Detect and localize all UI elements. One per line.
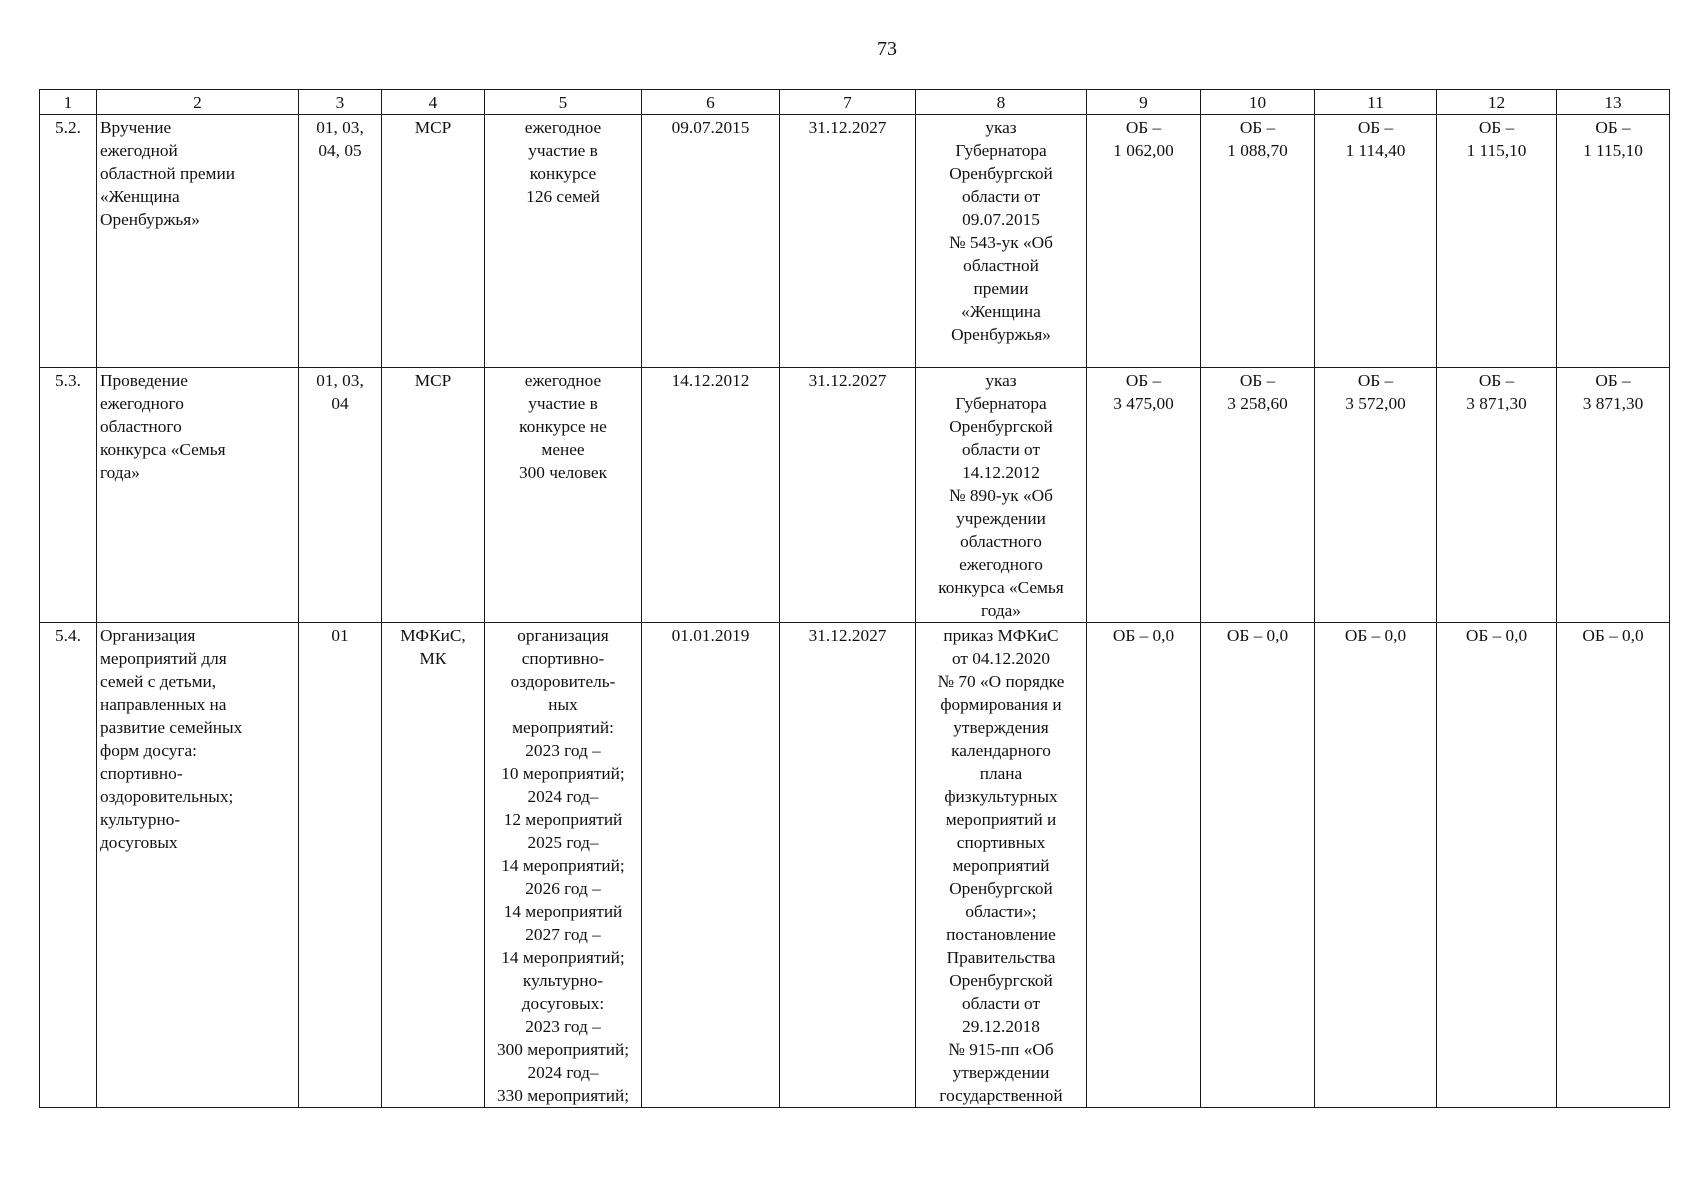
legal-basis-line: № 70 «О порядке — [937, 672, 1065, 691]
task-codes-line: 04 — [331, 394, 349, 413]
executor — [382, 115, 485, 368]
event-name-line: оздоровительных; — [100, 787, 234, 806]
event-name-line: культурно- — [100, 810, 181, 829]
funding-line: 3 871,30 — [1582, 394, 1644, 413]
legal-basis-line: № 890-ук «Об — [949, 486, 1053, 505]
legal-basis-line: 14.12.2012 — [962, 463, 1040, 482]
funding-line: ОБ – — [1595, 371, 1631, 390]
event-name-line: Оренбуржья» — [100, 210, 200, 229]
executor — [382, 623, 485, 1108]
legal-basis-line: ежегодного — [959, 555, 1043, 574]
header-cell: 12 — [1437, 90, 1557, 115]
funding-2026 — [1437, 115, 1557, 368]
funding-line: ОБ – — [1125, 371, 1162, 390]
funding-2023 — [1087, 368, 1201, 623]
event-name-line: мероприятий для — [100, 649, 227, 668]
header-cell: 4 — [382, 90, 485, 115]
legal-basis-line: Оренбургской — [949, 164, 1053, 183]
item-number: 5.2. — [40, 115, 97, 368]
funding-line: 3 871,30 — [1466, 394, 1527, 413]
funding-2026 — [1437, 368, 1557, 623]
indicator-line: 2026 год – — [525, 879, 601, 898]
indicator-line: 300 мероприятий; — [496, 1040, 630, 1059]
indicator-line: 2024 год– — [527, 787, 599, 806]
funding-2027 — [1557, 623, 1670, 1108]
header-cell: 10 — [1201, 90, 1315, 115]
legal-basis-line: № 543-ук «Об — [949, 233, 1053, 252]
event-name — [97, 368, 299, 623]
indicator-line: 300 человек — [519, 463, 607, 482]
legal-basis-line: года» — [981, 601, 1021, 620]
header-cell: 1 — [40, 90, 97, 115]
legal-basis-line: спортивных — [956, 833, 1046, 852]
indicator-line: 126 семей — [526, 187, 600, 206]
funding-2027 — [1557, 115, 1670, 368]
event-name — [97, 623, 299, 1108]
legal-basis-line: Оренбуржья» — [951, 325, 1051, 344]
funding-line: ОБ – — [1357, 118, 1394, 137]
end-date: 31.12.2027 — [780, 368, 916, 623]
executor — [382, 368, 485, 623]
funding-line: ОБ – — [1478, 371, 1515, 390]
task-codes-line: 04, 05 — [318, 141, 362, 160]
legal-basis-line: физкультурных — [944, 787, 1058, 806]
funding-line: 1 114,40 — [1345, 141, 1406, 160]
item-number: 5.4. — [40, 623, 97, 1108]
funding-2025 — [1315, 115, 1437, 368]
event-name — [97, 115, 299, 368]
indicator-line: менее — [541, 440, 585, 459]
funding-line: ОБ – 0,0 — [1344, 626, 1407, 645]
legal-basis-line: Оренбургской — [949, 879, 1053, 898]
header-cell: 9 — [1087, 90, 1201, 115]
funding-line: 1 062,00 — [1113, 141, 1174, 160]
start-date: 14.12.2012 — [642, 368, 780, 623]
funding-line: 3 475,00 — [1113, 394, 1174, 413]
indicator-line: 10 мероприятий; — [501, 764, 625, 783]
indicator-line: мероприятий: — [512, 718, 614, 737]
event-name-line: областного — [100, 417, 182, 436]
indicator — [485, 623, 642, 1108]
funding-2023 — [1087, 623, 1201, 1108]
header-cell: 6 — [642, 90, 780, 115]
indicator-line: конкурсе — [529, 164, 597, 183]
task-codes — [299, 115, 382, 368]
task-codes — [299, 368, 382, 623]
event-name-line: «Женщина — [100, 187, 180, 206]
indicator-line: 14 мероприятий; — [501, 856, 625, 875]
task-codes-line: 01, 03, — [316, 118, 364, 137]
funding-line: ОБ – — [1478, 118, 1515, 137]
indicator-line: 2027 год – — [525, 925, 601, 944]
funding-line: ОБ – 0,0 — [1226, 626, 1289, 645]
executor-line: МСР — [414, 118, 452, 137]
legal-basis-line: от 04.12.2020 — [951, 649, 1051, 668]
legal-basis-line: учреждении — [956, 509, 1046, 528]
legal-basis-line: областного — [960, 532, 1042, 551]
legal-basis-line: Губернатора — [955, 394, 1047, 413]
executor-line: МК — [419, 649, 447, 668]
legal-basis-line: премии — [973, 279, 1029, 298]
funding-2025 — [1315, 623, 1437, 1108]
indicator-line: организация — [517, 626, 609, 645]
program-table — [39, 89, 1670, 1108]
funding-2024 — [1201, 368, 1315, 623]
funding-line: 1 088,70 — [1227, 141, 1288, 160]
legal-basis-line: 09.07.2015 — [962, 210, 1040, 229]
event-name-line: Проведение — [100, 371, 188, 390]
event-name-line: досуговых — [100, 833, 178, 852]
funding-line: ОБ – — [1595, 118, 1631, 137]
header-cell: 2 — [97, 90, 299, 115]
indicator-line: участие в — [528, 394, 598, 413]
end-date: 31.12.2027 — [780, 623, 916, 1108]
funding-2027 — [1557, 368, 1670, 623]
header-cell: 7 — [780, 90, 916, 115]
start-date: 01.01.2019 — [642, 623, 780, 1108]
legal-basis — [916, 368, 1087, 623]
start-date: 09.07.2015 — [642, 115, 780, 368]
funding-line: 1 115,10 — [1583, 141, 1643, 160]
legal-basis-line: области от — [961, 440, 1041, 459]
legal-basis — [916, 623, 1087, 1108]
funding-2024 — [1201, 623, 1315, 1108]
event-name-line: Вручение — [100, 118, 172, 137]
indicator-line: ежегодное — [524, 118, 602, 137]
end-date: 31.12.2027 — [780, 115, 916, 368]
page-number: 73 — [877, 38, 897, 60]
indicator-line: культурно- — [522, 971, 604, 990]
legal-basis-line: мероприятий и — [945, 810, 1057, 829]
indicator-line: 14 мероприятий; — [501, 948, 625, 967]
indicator-line: ежегодное — [524, 371, 602, 390]
event-name-line: направленных на — [100, 695, 227, 714]
legal-basis-line: Правительства — [946, 948, 1056, 967]
legal-basis-line: «Женщина — [961, 302, 1041, 321]
event-name-line: года» — [100, 463, 140, 482]
executor-line: МСР — [414, 371, 452, 390]
legal-basis-line: Оренбургской — [949, 971, 1053, 990]
indicator-line: 2023 год – — [525, 1017, 601, 1036]
header-cell: 5 — [485, 90, 642, 115]
table-row — [40, 368, 1670, 623]
event-name-line: конкурса «Семья — [100, 440, 226, 459]
legal-basis-line: государственной — [939, 1086, 1063, 1105]
indicator-line: 2023 год – — [525, 741, 601, 760]
legal-basis-line: областной — [963, 256, 1039, 275]
funding-2023 — [1087, 115, 1201, 368]
event-name-line: форм досуга: — [100, 741, 197, 760]
legal-basis-line: области от — [961, 187, 1041, 206]
legal-basis-line: 29.12.2018 — [962, 1017, 1040, 1036]
legal-basis-line: утверждения — [953, 718, 1049, 737]
legal-basis-line: мероприятий — [952, 856, 1050, 875]
indicator-line: оздоровитель- — [510, 672, 616, 691]
legal-basis-line: области»; — [965, 902, 1037, 921]
event-name-line: областной премии — [100, 164, 235, 183]
header-row — [40, 90, 1670, 115]
funding-line: ОБ – 0,0 — [1112, 626, 1175, 645]
funding-line: ОБ – — [1239, 371, 1276, 390]
legal-basis-line: утверждении — [952, 1063, 1050, 1082]
task-codes — [299, 623, 382, 1108]
indicator — [485, 115, 642, 368]
legal-basis-line: конкурса «Семья — [938, 578, 1064, 597]
funding-line: ОБ – 0,0 — [1465, 626, 1528, 645]
executor-line: МФКиС, — [400, 626, 466, 645]
funding-line: ОБ – 0,0 — [1582, 626, 1644, 645]
legal-basis-line: формирования и — [940, 695, 1062, 714]
event-name-line: Организация — [100, 626, 196, 645]
indicator-line: участие в — [528, 141, 598, 160]
item-number: 5.3. — [40, 368, 97, 623]
indicator-line: ных — [548, 695, 578, 714]
header-cell: 11 — [1315, 90, 1437, 115]
task-codes-line: 01 — [331, 626, 349, 645]
table-row — [40, 115, 1670, 368]
funding-2026 — [1437, 623, 1557, 1108]
event-name-line: ежегодного — [100, 394, 184, 413]
indicator-line: конкурсе не — [519, 417, 607, 436]
legal-basis-line: указ — [985, 118, 1017, 137]
event-name-line: ежегодной — [100, 141, 178, 160]
funding-line: 1 115,10 — [1466, 141, 1527, 160]
header-cell: 13 — [1557, 90, 1670, 115]
indicator-line: досуговых: — [521, 994, 605, 1013]
funding-line: ОБ – — [1125, 118, 1162, 137]
legal-basis-line: постановление — [946, 925, 1056, 944]
indicator-line: 12 мероприятий — [503, 810, 623, 829]
table-row — [40, 623, 1670, 1108]
event-name-line: семей с детьми, — [100, 672, 217, 691]
indicator-line: спортивно- — [521, 649, 605, 668]
funding-2025 — [1315, 368, 1437, 623]
legal-basis-line: области от — [961, 994, 1041, 1013]
funding-line: 3 258,60 — [1227, 394, 1288, 413]
indicator — [485, 368, 642, 623]
event-name-line: развитие семейных — [100, 718, 243, 737]
funding-line: 3 572,00 — [1345, 394, 1406, 413]
indicator-line: 2025 год– — [527, 833, 599, 852]
event-name-line: спортивно- — [100, 764, 183, 783]
funding-2024 — [1201, 115, 1315, 368]
legal-basis-line: № 915-пп «Об — [948, 1040, 1054, 1059]
task-codes-line: 01, 03, — [316, 371, 364, 390]
legal-basis-line: указ — [985, 371, 1017, 390]
legal-basis-line: календарного — [951, 741, 1051, 760]
legal-basis-line: Оренбургской — [949, 417, 1053, 436]
indicator-line: 14 мероприятий — [503, 902, 623, 921]
indicator-line: 2024 год– — [527, 1063, 599, 1082]
header-cell: 3 — [299, 90, 382, 115]
legal-basis-line: плана — [979, 764, 1023, 783]
indicator-line: 330 мероприятий; — [496, 1086, 630, 1105]
funding-line: ОБ – — [1239, 118, 1276, 137]
legal-basis-line: Губернатора — [955, 141, 1047, 160]
legal-basis — [916, 115, 1087, 368]
legal-basis-line: приказ МФКиС — [943, 626, 1059, 645]
header-cell: 8 — [916, 90, 1087, 115]
funding-line: ОБ – — [1357, 371, 1394, 390]
